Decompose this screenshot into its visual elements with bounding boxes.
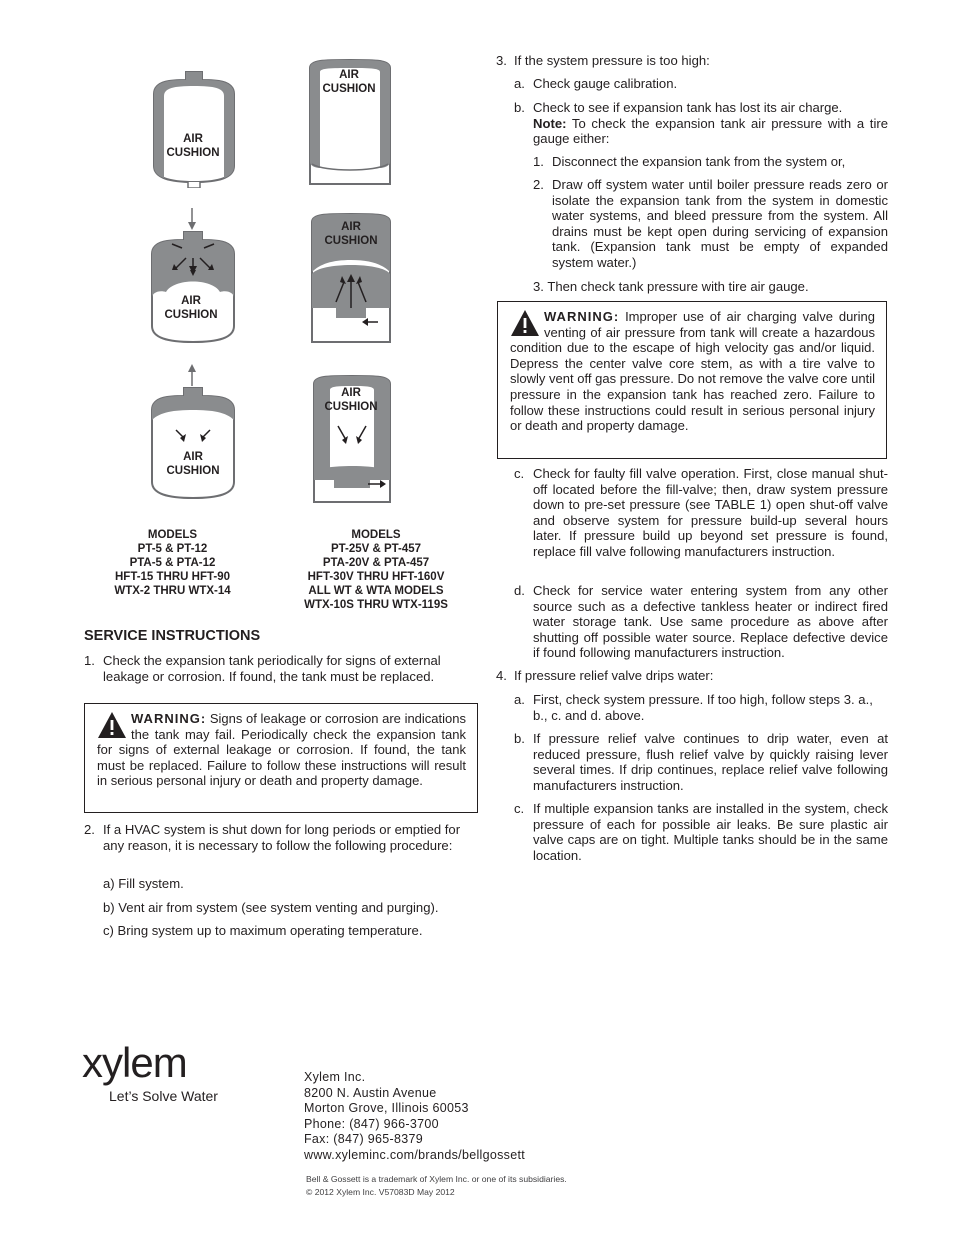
- warning-text: Improper use of air charging valve during venting of air pressure from tank will create a hazardous condition due to the escape of high velocity gas and/or liquid. Depress the center valve core stem, as with a tire valve to slowly vent off gas pressure. Do not remove the valve core until pressure in the expansion tank has reached zero. Failure to follow these instructions could result in serious personal injury or death and property damage.: [510, 309, 875, 434]
- service-item-3b2: [533, 177, 888, 273]
- address-line-1: 8200 N. Austin Avenue: [304, 1085, 437, 1100]
- item-text: Draw off system water until boiler pressure reads zero or isolate the expansion tank from the system in domestic water systems, and bleed pressure from the system. All drains must be kept open during servicing of expansion tank. (Expansion tank must be empty of expanded system water.): [552, 177, 888, 270]
- service-item-4c: [514, 801, 888, 865]
- model-line: ALL WT & WTA MODELS: [308, 585, 444, 597]
- tank-diagram-left-3: [146, 364, 240, 504]
- item-number: 1.: [84, 653, 95, 668]
- service-item-3d: [514, 583, 888, 663]
- warning-box-corrosion: [84, 703, 478, 813]
- service-item-4: [496, 668, 888, 684]
- item-text: If a HVAC system is shut down for long periods or emptied for any reason, it is necessary to follow the following procedure:: [103, 822, 461, 853]
- warning-paragraph: [510, 309, 875, 434]
- air-cushion-label: AIR CUSHION: [164, 295, 218, 321]
- model-line: PTA-20V & PTA-457: [322, 557, 430, 569]
- item-letter: a.: [514, 692, 525, 707]
- company-address: [304, 1070, 525, 1163]
- item-text: If pressure relief valve continues to drip water, even at reduced pressure, flush relief valve by quickly raising lever several times. If drip continues, replace relief valve following manufacturers instruction.: [533, 731, 888, 793]
- item-text: Check for service water entering system from any other source such as a defective tankless heater or indirect fired water storage tank. Use same procedure as above after shutting off possible water source. Replace defective device if found following manufacturers instruction.: [533, 583, 888, 661]
- warning-triangle-icon: [97, 711, 131, 741]
- item-text: Check gauge calibration.: [533, 76, 678, 91]
- item-letter: a.: [514, 76, 525, 91]
- item-letter: b.: [514, 731, 525, 746]
- models-heading: MODELS: [147, 529, 198, 541]
- logo-tagline: Let’s Solve Water: [109, 1088, 218, 1104]
- model-line: PTA-5 & PTA-12: [129, 557, 216, 569]
- item-text: If multiple expansion tanks are installed in the system, check pressure of each for possible air leaks. Be sure plastic air valve caps are on tight. Multiple tanks should be in the same location.: [533, 801, 888, 863]
- air-cushion-label: AIR CUSHION: [324, 221, 378, 247]
- service-item-1: [84, 653, 469, 685]
- air-cushion-label: AIR CUSHION: [324, 387, 378, 413]
- item-letter: c.: [514, 801, 525, 816]
- service-item-3a: [514, 76, 888, 92]
- item-text: Disconnect the expansion tank from the system or,: [552, 154, 846, 169]
- item-text: If pressure relief valve drips water:: [514, 668, 714, 683]
- service-item-3b1: [533, 154, 888, 170]
- warning-triangle-icon: [510, 309, 544, 339]
- model-line: HFT-15 THRU HFT-90: [114, 571, 230, 583]
- service-item-2: [84, 822, 476, 870]
- service-item-4a: [514, 692, 888, 724]
- service-item-4b: [514, 731, 888, 795]
- item-text: Check to see if expansion tank has lost its air charge.: [533, 100, 843, 115]
- air-cushion-label: AIR CUSHION: [166, 133, 220, 159]
- model-line: WTX-10S THRU WTX-119S: [304, 599, 448, 611]
- copyright-notice: © 2012 Xylem Inc. V57083D May 2012: [306, 1186, 455, 1197]
- item-text: First, check system pressure. If too high, follow steps 3. a., b., c. and d. above.: [533, 692, 873, 723]
- model-line: PT-5 & PT-12: [137, 543, 208, 555]
- warning-paragraph: [97, 711, 466, 789]
- service-item-3b: [514, 100, 888, 148]
- warning-title: WARNING:: [131, 711, 207, 726]
- models-right-caption: [286, 528, 466, 612]
- item-text: Check for faulty fill valve operation. First, close manual shut-off located before the fill-valve; then, draw system pressure down to pre-set pressure (see TABLE 1) open shut-off valve and observe system for pressure build-up several hours later. If pressure build up beyond set pressure is found, replace fill valve following manufacturers instruction.: [533, 466, 888, 559]
- logo-wordmark: xylem: [82, 1039, 187, 1086]
- item-text: Check the expansion tank periodically for signs of external leakage or corrosion. If found, the tank must be replaced.: [103, 653, 441, 684]
- models-heading: MODELS: [351, 529, 401, 541]
- note-text: To check the expansion tank air pressure with a tire gauge either:: [533, 115, 889, 147]
- item-text: If the system pressure is too high:: [514, 53, 710, 68]
- item-number: 1.: [533, 154, 544, 169]
- item-number: 3.: [496, 53, 507, 68]
- xylem-logo: [82, 1040, 282, 1110]
- phone-number: Phone: (847) 966-3700: [304, 1116, 439, 1131]
- item-number: 2.: [84, 822, 95, 837]
- item-letter: d.: [514, 583, 525, 598]
- address-line-2: Morton Grove, Illinois 60053: [304, 1101, 469, 1115]
- warning-title: WARNING:: [544, 309, 620, 324]
- company-name: Xylem Inc.: [304, 1070, 366, 1084]
- warning-box-air-valve: [497, 301, 887, 459]
- item-letter: b.: [514, 100, 525, 115]
- air-cushion-label: AIR CUSHION: [166, 451, 220, 477]
- model-line: WTX-2 THRU WTX-14: [114, 585, 231, 597]
- tank-diagram-left-2: [146, 208, 240, 348]
- service-item-2b: b) Vent air from system (see system venting and purging).: [103, 900, 439, 915]
- item-letter: c.: [514, 466, 525, 481]
- website-link[interactable]: www.xyleminc.com/brands/bellgossett: [304, 1147, 525, 1162]
- warning-text: Signs of leakage or corrosion are indications the tank may fail. Periodically check the expansion tank for signs of external leakage or corrosion. If found, the tank must be replaced. Failure to follow these instructions will result in serious personal injury or death and property damage.: [97, 711, 466, 789]
- trademark-notice: Bell & Gossett is a trademark of Xylem Inc. or one of its subsidiaries.: [306, 1174, 567, 1184]
- note-paragraph: [533, 116, 888, 147]
- service-item-3b3: 3. Then check tank pressure with tire air gauge.: [533, 279, 809, 294]
- fax-number: Fax: (847) 965-8379: [304, 1132, 423, 1146]
- air-cushion-label: AIR CUSHION: [322, 69, 376, 95]
- service-item-3: [496, 53, 888, 69]
- models-left-caption: [90, 528, 255, 598]
- item-number: 4.: [496, 668, 507, 683]
- service-item-3c: [514, 466, 888, 576]
- service-item-2c: c) Bring system up to maximum operating temperature.: [103, 923, 423, 938]
- item-number: 2.: [533, 177, 544, 192]
- model-line: PT-25V & PT-457: [330, 543, 422, 555]
- note-label: Note:: [533, 115, 567, 131]
- service-instructions-heading: SERVICE INSTRUCTIONS: [84, 628, 261, 644]
- model-line: HFT-30V THRU HFT-160V: [307, 571, 445, 583]
- service-item-2a: a) Fill system.: [103, 876, 184, 891]
- legal-notice: [306, 1173, 567, 1198]
- tank-diagram-left-1: [148, 66, 240, 188]
